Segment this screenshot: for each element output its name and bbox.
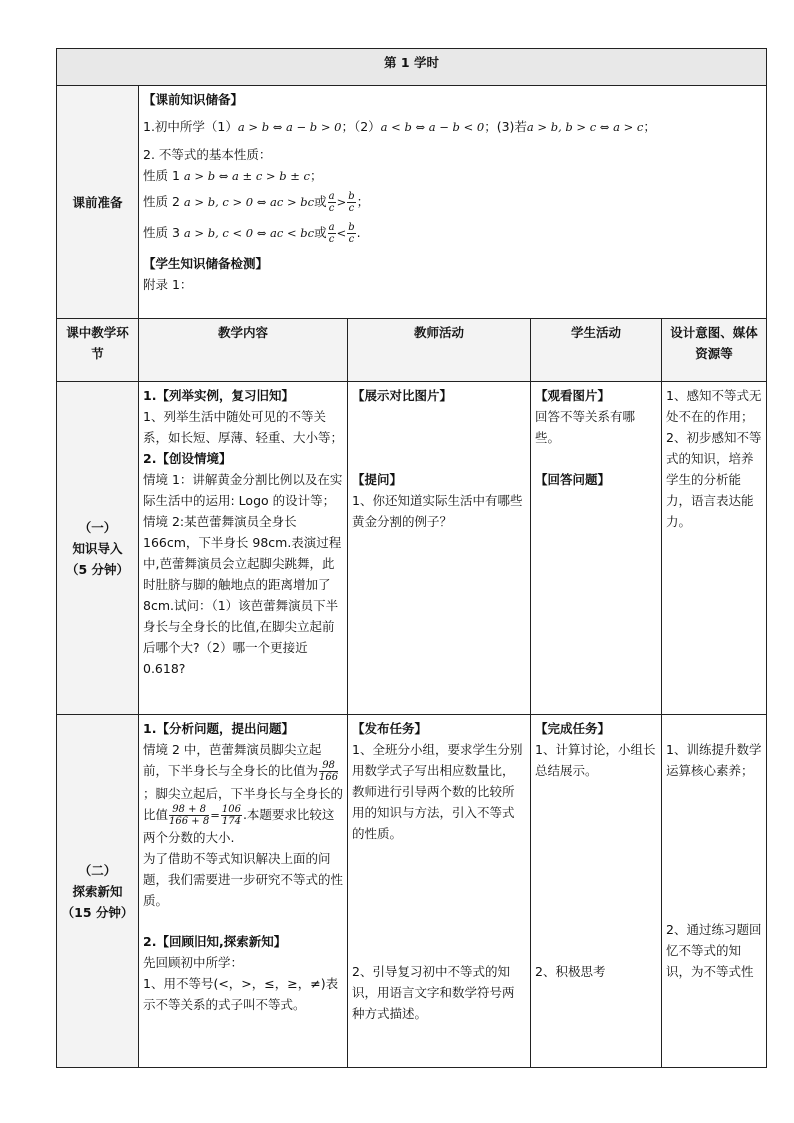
section-2-label: （二） 探索新知 （15 分钟）: [57, 715, 139, 1068]
check-heading: 【学生知识储备检测】: [143, 256, 269, 271]
section-2-student: 【完成任务】 1、计算讨论，小组长总结展示。 2、积极思考: [531, 715, 662, 1068]
column-header-stage: 课中教学环节: [57, 319, 139, 382]
prep-label: 课前准备: [57, 86, 139, 319]
section-2-content: 1.【分析问题，提出问题】 情境 2 中，芭蕾舞演员脚尖立起前，下半身长与全身长的比值为 $\frac{98}{166}$ ；脚尖立起后，下半身长与全身长的比值 $\frac{98 + 8}{166 + 8}$ = $\frac{106}{174}$ .本题要求比较这两个分数的大小. 为了借助不等式知识解决上面的问题，我们需要进一步研究不等式的性质。 2.【回顾旧知,探索新知】 先回顾初中所学： 1、用不等号(<，>，≤，≥，≠)表示不等关系的式子叫不等式。: [139, 715, 348, 1068]
section-1-design: 1、感知不等式无处不在的作用； 2、初步感知不等式的知识，培养学生的分析能力，语言表达能力。: [662, 382, 767, 715]
property-3: 性质 3 a > b, c < 0 ⇔ ac < bc或 $\frac{a}{c}$ < $\frac{b}{c}$ .: [143, 222, 361, 245]
lesson-plan-table: [56, 48, 767, 1068]
section-1-student: 【观看图片】 回答不等关系有哪些。 【回答问题】: [531, 382, 662, 715]
section-1-row: [57, 382, 767, 715]
section-1-label: （一） 知识导入 （5 分钟）: [57, 382, 139, 715]
lesson-title: 第 1 学时: [57, 49, 767, 86]
section-1-teacher: 【展示对比图片】 【提问】 1、你还知道实际生活中有哪些黄金分割的例子？: [348, 382, 531, 715]
column-header-content: 教学内容: [139, 319, 348, 382]
column-header-student: 学生活动: [531, 319, 662, 382]
prep-content: [139, 86, 767, 319]
property-1: 性质 1 a > b ⇔ a ± c > b ± c；: [143, 168, 323, 183]
column-header-teacher: 教师活动: [348, 319, 531, 382]
prep-heading: 【课前知识储备】: [143, 92, 244, 107]
section-2-design: 1、训练提升数学运算核心素养； 2、通过练习题回忆不等式的知识，为不等式性: [662, 715, 767, 1068]
column-header-design: 设计意图、媒体资源等: [662, 319, 767, 382]
title-row: [57, 49, 767, 86]
section-2-teacher: 【发布任务】 1、全班分小组，要求学生分别用数学式子写出相应数量比，教师进行引导两个数的比较所用的知识与方法，引入不等式的性质。 2、引导复习初中不等式的知识，用语言文字和数学符号两种方式描述。: [348, 715, 531, 1068]
property-2: 性质 2 a > b, c > 0 ⇔ ac > bc或 $\frac{a}{c}$ > $\frac{b}{c}$ ；: [143, 191, 370, 214]
prep-row: [57, 86, 767, 319]
appendix: 附录 1：: [143, 277, 193, 292]
section-1-content: 1.【列举实例，复习旧知】 1、列举生活中随处可见的不等关系，如长短、厚薄、轻重、大小等； 2.【创设情境】 情境 1：讲解黄金分割比例以及在实际生活中的运用: Logo 的设计等； 情境 2:某芭蕾舞演员全身长 166cm，下半身长 98cm.表演过程中,芭蕾舞演员会立起脚尖跳舞，此时肚脐与脚的触地点的距离增加了 8cm.试问：（1）该芭蕾舞演员下半身长与全身长的比值,在脚尖立起前后哪个大?（2）哪一个更接近 0.618?: [139, 382, 348, 715]
prep-line2: 2. 不等式的基本性质：: [143, 147, 272, 162]
section-2-row: [57, 715, 767, 1068]
prep-line1: 1.初中所学（1）a > b ⇔ a − b > 0；（2）a < b ⇔ a − b < 0；(3)若a > b, b > c ⇔ a > c；: [143, 119, 656, 134]
column-header-row: [57, 319, 767, 382]
